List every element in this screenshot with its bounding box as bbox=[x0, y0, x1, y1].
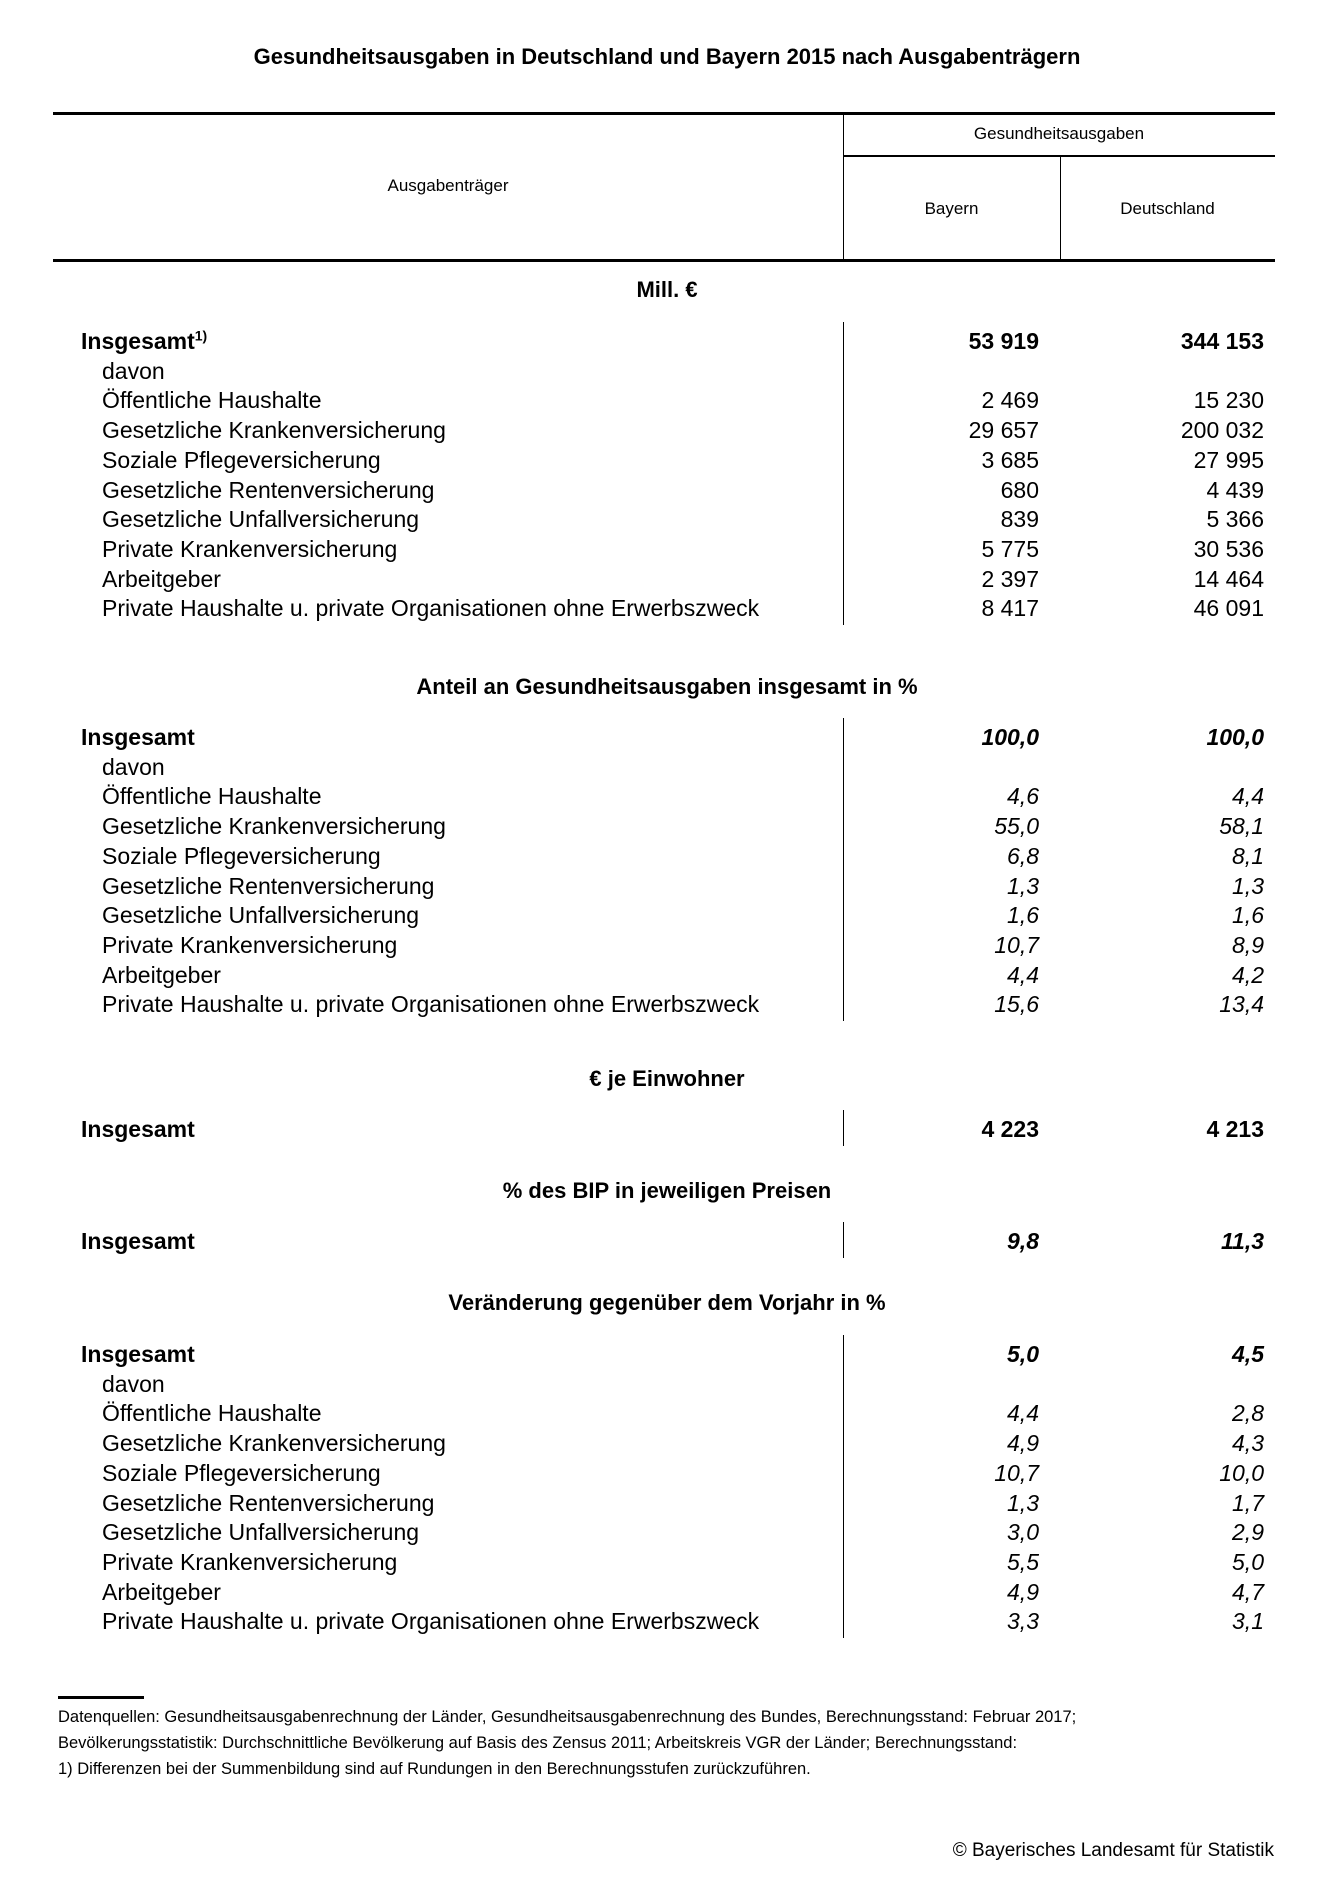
row-label bbox=[81, 1228, 195, 1255]
table-row bbox=[0, 447, 1334, 477]
total-row bbox=[0, 724, 1334, 754]
row-label-text: Öffentliche Haushalte bbox=[102, 1400, 322, 1427]
value-deutschland: 2,8 bbox=[1232, 1400, 1264, 1427]
row-label bbox=[102, 417, 446, 444]
header-group-rule bbox=[843, 155, 1275, 157]
row-label bbox=[102, 902, 419, 929]
row-label bbox=[102, 873, 434, 900]
section-title: Mill. € bbox=[636, 277, 698, 302]
table-row bbox=[0, 477, 1334, 507]
value-bayern: 5,5 bbox=[1007, 1548, 1039, 1575]
value-bayern: 4,9 bbox=[1007, 1578, 1039, 1605]
value-deutschland: 58,1 bbox=[1219, 813, 1264, 840]
total-row bbox=[0, 1228, 1334, 1258]
value-deutschland: 4,5 bbox=[1232, 1341, 1264, 1367]
table-row bbox=[0, 1430, 1334, 1460]
table-row bbox=[0, 754, 1334, 784]
total-row bbox=[0, 328, 1334, 358]
value-bayern: 3,0 bbox=[1007, 1519, 1039, 1546]
row-label-text: Soziale Pflegeversicherung bbox=[102, 1459, 381, 1486]
value-deutschland: 4,7 bbox=[1232, 1578, 1264, 1605]
table-row bbox=[0, 902, 1334, 932]
header-bottom-rule bbox=[53, 259, 1275, 262]
table-row bbox=[0, 991, 1334, 1021]
row-label bbox=[102, 506, 419, 533]
value-deutschland: 100,0 bbox=[1206, 724, 1264, 750]
value-deutschland: 11,3 bbox=[1220, 1228, 1264, 1254]
row-label bbox=[102, 447, 381, 474]
footnote-sources: Datenquellen: Gesundheitsausgabenrechnung der Länder, Gesundheitsausgabenrechnung des Bundes, Berechnungsstand: Februar 2017; bbox=[58, 1708, 1077, 1726]
row-label-text: Insgesamt bbox=[81, 1341, 195, 1367]
row-label bbox=[81, 724, 195, 751]
value-deutschland: 4 439 bbox=[1206, 476, 1264, 503]
column-group-label: Gesundheitsausgaben bbox=[973, 124, 1145, 143]
row-label-text: davon bbox=[102, 753, 165, 780]
row-label-text: Gesetzliche Krankenversicherung bbox=[102, 813, 446, 840]
row-label-text: Private Krankenversicherung bbox=[102, 931, 398, 958]
value-bayern: 4,4 bbox=[1007, 961, 1039, 988]
value-deutschland: 10,0 bbox=[1219, 1459, 1264, 1486]
column-header-bayern: Bayern bbox=[924, 199, 979, 218]
table-row bbox=[0, 566, 1334, 596]
row-label bbox=[102, 754, 165, 781]
table-row bbox=[0, 1490, 1334, 1520]
row-label-text: Insgesamt bbox=[81, 724, 195, 750]
value-bayern: 5 775 bbox=[981, 535, 1039, 562]
row-label-text: Gesetzliche Unfallversicherung bbox=[102, 1519, 420, 1546]
row-label bbox=[102, 843, 381, 870]
value-bayern: 53 919 bbox=[968, 328, 1039, 354]
row-label-text: Private Haushalte u. private Organisationen ohne Erwerbszweck bbox=[102, 595, 760, 622]
row-label-text: Soziale Pflegeversicherung bbox=[102, 446, 381, 473]
row-label bbox=[102, 1549, 397, 1576]
row-label-text: Private Krankenversicherung bbox=[102, 1548, 398, 1575]
row-label-text: Gesetzliche Rentenversicherung bbox=[102, 476, 435, 503]
table-row bbox=[0, 962, 1334, 992]
value-deutschland: 15 230 bbox=[1193, 387, 1264, 414]
section-title: € je Einwohner bbox=[589, 1066, 745, 1091]
row-label-text: Öffentliche Haushalte bbox=[102, 387, 322, 414]
value-bayern: 8 417 bbox=[981, 595, 1039, 622]
table-row bbox=[0, 1579, 1334, 1609]
value-deutschland: 13,4 bbox=[1219, 991, 1264, 1018]
row-label-text: Soziale Pflegeversicherung bbox=[102, 842, 381, 869]
row-label-text: Private Krankenversicherung bbox=[102, 535, 398, 562]
value-bayern: 1,3 bbox=[1007, 1489, 1039, 1516]
row-label bbox=[102, 1490, 434, 1517]
row-label bbox=[102, 1608, 759, 1635]
value-bayern: 29 657 bbox=[968, 417, 1039, 444]
row-label bbox=[81, 328, 207, 355]
row-label bbox=[102, 1519, 419, 1546]
value-bayern: 2 397 bbox=[981, 565, 1039, 592]
row-label-text: Arbeitgeber bbox=[102, 1578, 221, 1605]
row-label bbox=[102, 1579, 221, 1606]
table-row bbox=[0, 1608, 1334, 1638]
table-row bbox=[0, 932, 1334, 962]
row-label bbox=[102, 962, 221, 989]
value-deutschland: 5,0 bbox=[1232, 1548, 1264, 1575]
value-bayern: 55,0 bbox=[994, 813, 1039, 840]
footnote-rule bbox=[58, 1696, 144, 1699]
value-bayern: 5,0 bbox=[1007, 1341, 1039, 1367]
table-row bbox=[0, 358, 1334, 388]
value-bayern: 6,8 bbox=[1007, 842, 1039, 869]
section-title: Veränderung gegenüber dem Vorjahr in % bbox=[448, 1290, 886, 1315]
table-row bbox=[0, 1549, 1334, 1579]
header-top-rule bbox=[53, 112, 1275, 115]
table-row bbox=[0, 387, 1334, 417]
value-deutschland: 5 366 bbox=[1206, 506, 1264, 533]
value-deutschland: 8,9 bbox=[1232, 931, 1264, 958]
row-label-text: Arbeitgeber bbox=[102, 961, 221, 988]
table-row bbox=[0, 1371, 1334, 1401]
value-deutschland: 3,1 bbox=[1232, 1608, 1264, 1635]
value-bayern: 1,6 bbox=[1007, 902, 1039, 929]
value-deutschland: 1,3 bbox=[1232, 872, 1264, 899]
row-label-text: davon bbox=[102, 357, 165, 384]
row-label-text: Gesetzliche Rentenversicherung bbox=[102, 1489, 435, 1516]
table-row bbox=[0, 595, 1334, 625]
row-label-text: Gesetzliche Unfallversicherung bbox=[102, 506, 420, 533]
value-deutschland: 4,4 bbox=[1232, 783, 1264, 810]
row-label-text: Private Haushalte u. private Organisationen ohne Erwerbszweck bbox=[102, 991, 760, 1018]
value-deutschland: 4,2 bbox=[1232, 961, 1264, 988]
value-deutschland: 14 464 bbox=[1193, 565, 1264, 592]
row-header-label: Ausgabenträger bbox=[387, 176, 509, 195]
value-bayern: 1,3 bbox=[1007, 872, 1039, 899]
row-label-text: Arbeitgeber bbox=[102, 565, 221, 592]
page-title: Gesundheitsausgaben in Deutschland und Bayern 2015 nach Ausgabenträgern bbox=[253, 44, 1081, 69]
value-deutschland: 27 995 bbox=[1193, 446, 1264, 473]
value-bayern: 10,7 bbox=[994, 931, 1039, 958]
table-row bbox=[0, 813, 1334, 843]
value-deutschland: 46 091 bbox=[1193, 595, 1264, 622]
value-bayern: 15,6 bbox=[994, 991, 1039, 1018]
copyright: © Bayerisches Landesamt für Statistik bbox=[952, 1840, 1274, 1861]
value-deutschland: 200 032 bbox=[1180, 417, 1264, 444]
section-title: Anteil an Gesundheitsausgaben insgesamt in % bbox=[416, 674, 918, 699]
table-row bbox=[0, 1460, 1334, 1490]
table-row bbox=[0, 536, 1334, 566]
row-label-text: Öffentliche Haushalte bbox=[102, 783, 322, 810]
value-bayern: 9,8 bbox=[1007, 1228, 1039, 1254]
row-label bbox=[102, 1430, 446, 1457]
value-bayern: 4,9 bbox=[1007, 1430, 1039, 1457]
value-deutschland: 4 213 bbox=[1206, 1116, 1264, 1142]
row-label bbox=[102, 536, 397, 563]
row-label bbox=[102, 358, 165, 385]
table-row bbox=[0, 843, 1334, 873]
value-deutschland: 4,3 bbox=[1232, 1430, 1264, 1457]
row-label-text: Gesetzliche Krankenversicherung bbox=[102, 1430, 446, 1457]
row-label bbox=[102, 387, 322, 414]
row-label bbox=[102, 783, 322, 810]
value-bayern: 100,0 bbox=[981, 724, 1039, 750]
value-bayern: 2 469 bbox=[981, 387, 1039, 414]
value-deutschland: 344 153 bbox=[1180, 328, 1264, 354]
table-row bbox=[0, 417, 1334, 447]
row-label-text: davon bbox=[102, 1370, 165, 1397]
value-deutschland: 8,1 bbox=[1232, 842, 1264, 869]
row-label-text: Gesetzliche Krankenversicherung bbox=[102, 417, 446, 444]
total-row bbox=[0, 1116, 1334, 1146]
value-bayern: 3,3 bbox=[1007, 1608, 1039, 1635]
column-header-deutschland: Deutschland bbox=[1120, 199, 1215, 218]
row-label-text: Insgesamt bbox=[81, 1228, 195, 1254]
value-deutschland: 2,9 bbox=[1232, 1519, 1264, 1546]
row-label bbox=[102, 813, 446, 840]
row-label bbox=[81, 1341, 195, 1368]
row-label bbox=[102, 932, 397, 959]
footnote-population: Bevölkerungsstatistik: Durchschnittliche Bevölkerung auf Basis des Zensus 2011; Arbeitskreis VGR der Länder; Berechnungsstand: bbox=[58, 1734, 1018, 1752]
value-bayern: 680 bbox=[1000, 476, 1039, 503]
row-label-text: Gesetzliche Rentenversicherung bbox=[102, 872, 435, 899]
row-label bbox=[102, 1371, 165, 1398]
value-bayern: 4,6 bbox=[1007, 783, 1039, 810]
table-row bbox=[0, 506, 1334, 536]
value-bayern: 4,4 bbox=[1007, 1400, 1039, 1427]
footnote-marker: 1) bbox=[194, 327, 208, 344]
row-label bbox=[102, 566, 221, 593]
row-label bbox=[102, 477, 434, 504]
row-label bbox=[81, 1116, 195, 1143]
row-label-text: Gesetzliche Unfallversicherung bbox=[102, 902, 420, 929]
table-row bbox=[0, 783, 1334, 813]
row-label bbox=[102, 1400, 322, 1427]
row-label bbox=[102, 595, 759, 622]
value-deutschland: 30 536 bbox=[1193, 535, 1264, 562]
value-deutschland: 1,6 bbox=[1232, 902, 1264, 929]
row-label-text: Private Haushalte u. private Organisationen ohne Erwerbszweck bbox=[102, 1608, 760, 1635]
table-row bbox=[0, 1519, 1334, 1549]
row-label bbox=[102, 991, 759, 1018]
row-label-text: Insgesamt bbox=[81, 1116, 195, 1142]
row-label bbox=[102, 1460, 381, 1487]
section-title: % des BIP in jeweiligen Preisen bbox=[502, 1178, 832, 1203]
footnote-rounding: 1) Differenzen bei der Summenbildung sind auf Rundungen in den Berechnungsstufen zurückzuführen. bbox=[58, 1760, 811, 1778]
row-label-text: Insgesamt bbox=[81, 328, 195, 354]
value-bayern: 10,7 bbox=[994, 1459, 1039, 1486]
value-deutschland: 1,7 bbox=[1232, 1489, 1264, 1516]
value-bayern: 3 685 bbox=[981, 446, 1039, 473]
total-row bbox=[0, 1341, 1334, 1371]
table-row bbox=[0, 873, 1334, 903]
value-bayern: 4 223 bbox=[981, 1116, 1039, 1142]
table-row bbox=[0, 1400, 1334, 1430]
value-bayern: 839 bbox=[1000, 506, 1039, 533]
